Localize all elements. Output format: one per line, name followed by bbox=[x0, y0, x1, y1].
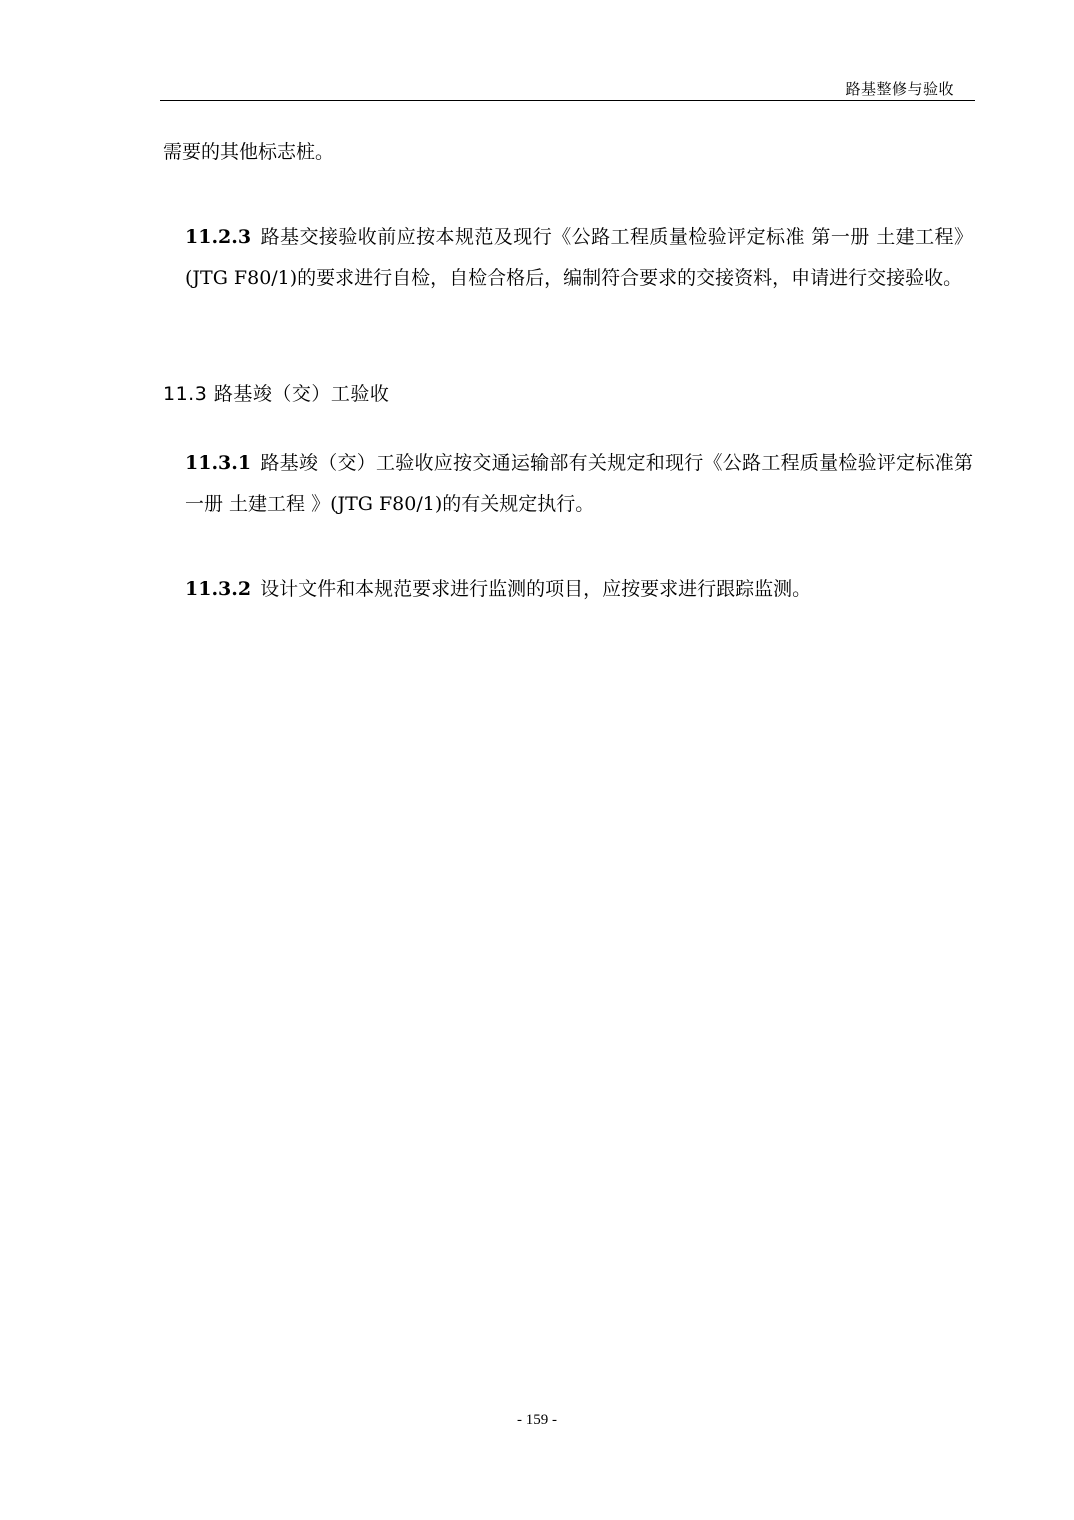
clause-11-3-1 bbox=[163, 443, 973, 525]
running-header: 路基整修与验收 bbox=[845, 80, 954, 98]
page-number: - 159 - bbox=[517, 1412, 557, 1428]
clause-11-2-3 bbox=[163, 217, 973, 299]
clause-text: 路基竣（交）工验收应按交通运输部有关规定和现行《公路工程质量检验评定标准第一册 土建工程 》(JTG F80/1)的有关规定执行。 bbox=[185, 452, 973, 515]
clause-11-3-2 bbox=[163, 569, 973, 610]
clause-number: 11.3.1 bbox=[185, 452, 252, 474]
section-heading-11-3: 11.3 路基竣（交）工验收 bbox=[163, 383, 390, 405]
clause-number: 11.2.3 bbox=[185, 226, 252, 248]
clause-text: 路基交接验收前应按本规范及现行《公路工程质量检验评定标准 第一册 土建工程》(JTG F80/1)的要求进行自检，自检合格后，编制符合要求的交接资料，申请进行交接验收。 bbox=[185, 226, 973, 289]
paragraph-text: 需要的其他标志桩。 bbox=[163, 141, 335, 163]
continuation-paragraph bbox=[163, 132, 973, 173]
clause-text: 设计文件和本规范要求进行监测的项目，应按要求进行跟踪监测。 bbox=[260, 578, 812, 600]
header-rule bbox=[160, 100, 975, 101]
clause-number: 11.3.2 bbox=[185, 578, 252, 600]
